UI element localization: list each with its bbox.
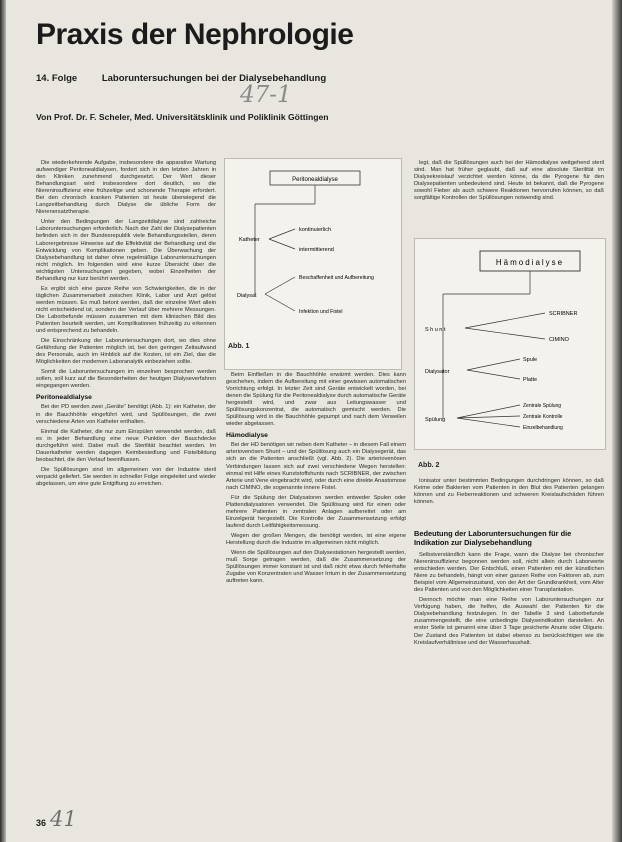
figure-1-caption: Abb. 1 <box>228 343 250 350</box>
figure-2-caption: Abb. 2 <box>418 462 440 469</box>
fig2-cimino: CIMINO <box>549 337 569 343</box>
paragraph: Ionisator unter bestimmten Bedingungen durchdringen können, so daß Keime oder Bakterien vom Patienten in den Blut des Patienten gelangen können und zu Fieberreaktionen und schweren Kreislaufschäden führen können. <box>414 478 604 506</box>
body-column-3-top <box>414 160 604 234</box>
page-number: 36 <box>36 818 47 828</box>
section-heading: Peritonealdialyse <box>36 394 92 402</box>
fig2-zentrale-kontrolle: Zentrale Kontrolle <box>523 414 563 420</box>
fig1-infektion: Infektion und Fistel <box>299 309 343 315</box>
handwritten-page-number: 41 <box>50 807 77 831</box>
page-title: Praxis der Nephrologie <box>36 18 354 51</box>
fig1-top-label: Peritonealdialyse <box>292 177 338 183</box>
paragraph: Somit die Laboruntersuchungen im einzelnen besprochen werden sollen, soll kurz auf die Besonderheiten der heutigen Dialyseverfahren eingegangen werden. <box>36 369 216 390</box>
fig1-intermittierend: intermittierend <box>299 247 334 253</box>
fig2-platte: Platte <box>523 377 538 383</box>
section-heading: Hämodialyse <box>226 432 268 440</box>
fig2-spule: Spule <box>523 357 538 363</box>
author-line: Von Prof. Dr. F. Scheler, Med. Universitätsklinik und Poliklinik Göttingen <box>36 112 329 122</box>
body-column-2 <box>226 372 406 810</box>
series-label: 14. Folge <box>36 73 78 84</box>
paragraph: Die Spüllösungen sind im allgemeinen von der Industrie steril verpackt geliefert. Sie werden in schneller Folge eingeleitet und wieder abgelassen, um eine gute Entgiftung zu erreichen. <box>36 466 216 487</box>
body-column-3-bottom <box>414 552 604 810</box>
fig2-scribner: SCRIBNER <box>549 311 578 317</box>
fig2-dialysator: Dialysator <box>425 369 450 375</box>
fig2-shunt: Shunt <box>425 327 447 333</box>
paragraph: Unter den Bedingungen der Langzeitdialyse sind zahlreiche Laboruntersuchungen erforderlich. Nach der Zahl der Dialysepatienten befinden sich in der Bundesrepublik viele Behandlungsstellen, deren Laborergebnisse Hinweise auf die Effektivität der Behandlung und die Entwicklung von Komplikationen geben. Die Überwachung der Dialysebehandlung ist daher ohne regelmäßige Laboruntersuchungen nicht möglich. Im folgenden wird eine kurze Übersicht über die wichtigsten Untersuchungen gegeben, wobei Einzelheiten der Behandlung nur kurz berührt werden. <box>36 219 216 282</box>
fig1-dialysat: Dialysat <box>237 293 257 299</box>
paragraph: Für die Spülung der Dialysatoren werden entweder Spulen oder Plattendialysatoren verwendet. Die Spüllösung wird für einen oder mehrere Patienten in zentralen Anlagen aufbereitet oder am Einzelgerät hergestellt. Die Kontrolle der Zusammensetzung erfolgt laufend durch Leitfähigkeitsmessung. <box>226 494 406 529</box>
fig2-title: Hämodialyse <box>495 258 565 267</box>
fig2-zentrale-spuelung: Zentrale Spülung <box>523 403 562 409</box>
paragraph: Die wiederkehrende Aufgabe, insbesondere die apparative Wartung aufwendiger Peritonealdialysen, fordert sich in den letzten Jahren in den Kliniken zunehmend durchgesetzt. Der Wert dieser Behandlungsart wird insbesondere dort deutlich, wo die Niereninsuffizienz eine frühzeitige und schonende Therapie erfordert. Bei den chronisch kranken Patienten ist heute überwiegend die Langzeitbehandlung durch Dialyse die übliche Form der Nierenersatztherapie. <box>36 160 216 216</box>
paragraph: Bei der HD benötigen wir neben dem Katheter – in diesem Fall einem arteriovenösen Shunt – und der Spüllösung auch ein Dialysegerät, das sich an die Patienten anschließt (vgl. Abb. 2). Die arteriovenösen Verbindungen lassen sich auf zwei verschiedene Wegen herstellen: einmal mit Hilfe eines Kunststoffshunts nach SCRIBNER, der zwischen Arterie und Vene eingebracht wird, oder durch eine direkte Anastomose nach CIMINO, die sogenannte innere Fistel. <box>226 442 406 491</box>
figure-1 <box>224 158 402 370</box>
figure-2-diagram <box>415 239 605 449</box>
handwritten-note: 47-1 <box>240 82 292 108</box>
fig2-spuelung: Spülung <box>425 417 446 423</box>
paragraph: Dennoch möchte man eine Reihe von Laboruntersuchungen zur Verfügung haben, die helfen, die Auswahl der Patienten für die Dialysebehandlung festzulegen. In der Tabelle 3 sind Laborbefunde zusammengestellt, die eine unbedingte Dialyseindikation darstellen. An erster Stelle ist genannt eine über 3 Tage gesicherte Anurie oder Oligurie. Der Zustand des Patienten ist dabei ebenso zu berücksichtigen wie die Kreislaufverhältnisse und der Wasserhaushalt. <box>414 597 604 646</box>
body-column-3-mid <box>414 478 604 524</box>
fig2-einzelbehandlung: Einzelbehandlung <box>523 425 563 431</box>
body-column-1 <box>36 160 216 800</box>
paragraph: Bei der PD werden zwei „Geräte“ benötigt (Abb. 1): ein Katheter, der in die Bauchhöhle eingeführt wird, und Spüllösungen, die zwei verschiedene Arten von Katheter enthalten. <box>36 404 216 425</box>
paragraph: Die Einschränkung der Laboruntersuchungen dort, wo dies ohne Gefährdung der Patienten möglich ist, bei den geringen Zeitaufwand des Personals, auch im Hinblick auf die Kosten, ist ein Ziel, das die Möglichkeiten der modernen Laboranalytik einbeziehen sollte. <box>36 338 216 366</box>
figure-2 <box>414 238 606 450</box>
paragraph: Selbstverständlich kann die Frage, wann die Dialyse bei chronischer Niereninsuffizienz begonnen werden soll, nicht allein durch Laborwerte entschieden werden. Der Entschluß, einen Patienten mit der künstlichen Niere zu behandeln, hängt von einer ganzen Reihe von Faktoren ab, zum Beispiel vom Allgemeinzustand, von der Art der Grundkrankheit, vom Alter des Patienten und von den Möglichkeiten einer Transplantation. <box>414 552 604 594</box>
paragraph: Wegen der großen Mengen, die benötigt werden, ist eine eigene Herstellung durch die Industrie im allgemeinen nicht möglich. <box>226 532 406 546</box>
paragraph: Beim Einfließen in die Bauchhöhle erwärmt werden. Dies kann geschehen, indem die Aufbereitung mit einer gewissen automatischen Vorrichtung erfolgt. In letzter Zeit sind Geräte entwickelt worden, bei denen die Spülung für die Peritonealdialyse durch automatische Geräte hergestellt wird, und zwar aus Leitungswasser und Spüllösungskonzentrat, die automatisch gemischt werden. Die Spüllösung wird in die Bauchhöhle gepumpt und nach dem Verweilen wieder abgelassen. <box>226 372 406 428</box>
article-topic: Laboruntersuchungen bei der Dialysebehandlung <box>101 73 327 84</box>
paragraph: legt, daß die Spüllösungen auch bei der Hämodialyse weitgehend steril sind. Man hat früher geglaubt, daß auf eine absolute Sterilität im Dialysekreislauf verzichtet werden könne, da die Pyrogene für den Dialysepatienten unbedeutend sind. Heute ist bekannt, daß die Pyrogene sowohl Fieber als auch schwere Reaktionen hervorrufen können, so daß sorgfältige Kontrollen der Spüllösungen notwendig sind. <box>414 160 604 202</box>
fig1-katheter: Katheter <box>239 237 260 243</box>
paragraph: Wenn die Spüllösungen auf den Dialysestationen hergestellt werden, muß Sorge getragen werden, daß die Zusammensetzung der Spüllösungen immer konstant ist und daß nicht etwa durch fehlerhafte Zugabe von Konzentraten und Wasser Irrtum in der Zusammensetzung auftreten kann. <box>226 550 406 585</box>
paragraph: Einmal die Katheter, die nur zum Einspülen verwendet werden, daß es in jeder Behandlung eine neue Punktion der Bauchdecke durchgeführt wird. Dabei muß die Sterilität beachtet werden. Im Dauerkatheter werden dagegen Keimbesiedlung und Fistelbildung beobachtet, die den Verlauf beeinflussen. <box>36 428 216 463</box>
figure-1-diagram <box>225 159 401 369</box>
paragraph: Es ergibt sich eine ganze Reihe von Schwierigkeiten, die in der täglichen Zusammenarbeit zwischen Klinik, Labor und Arzt gelöst werden müssen. Es muß betont werden, daß der einzelne Wert allein nicht entscheidend ist, sondern der Verlauf über mehrere Messungen. Die Laborbefunde müssen zusammen mit dem klinischen Bild des Patienten beurteilt werden, um Komplikationen frühzeitig zu erkennen und entsprechend zu behandeln. <box>36 285 216 335</box>
page-edge-right <box>612 0 622 842</box>
section-heading-indikation: Bedeutung der Laboruntersuchungen für die Indikation zur Dialysebehandlung <box>414 529 572 547</box>
fig1-kontinuierlich: kontinuierlich <box>299 227 332 233</box>
fig1-beschaffenheit: Beschaffenheit und Aufbereitung <box>299 275 374 281</box>
page-edge-left <box>0 0 6 842</box>
